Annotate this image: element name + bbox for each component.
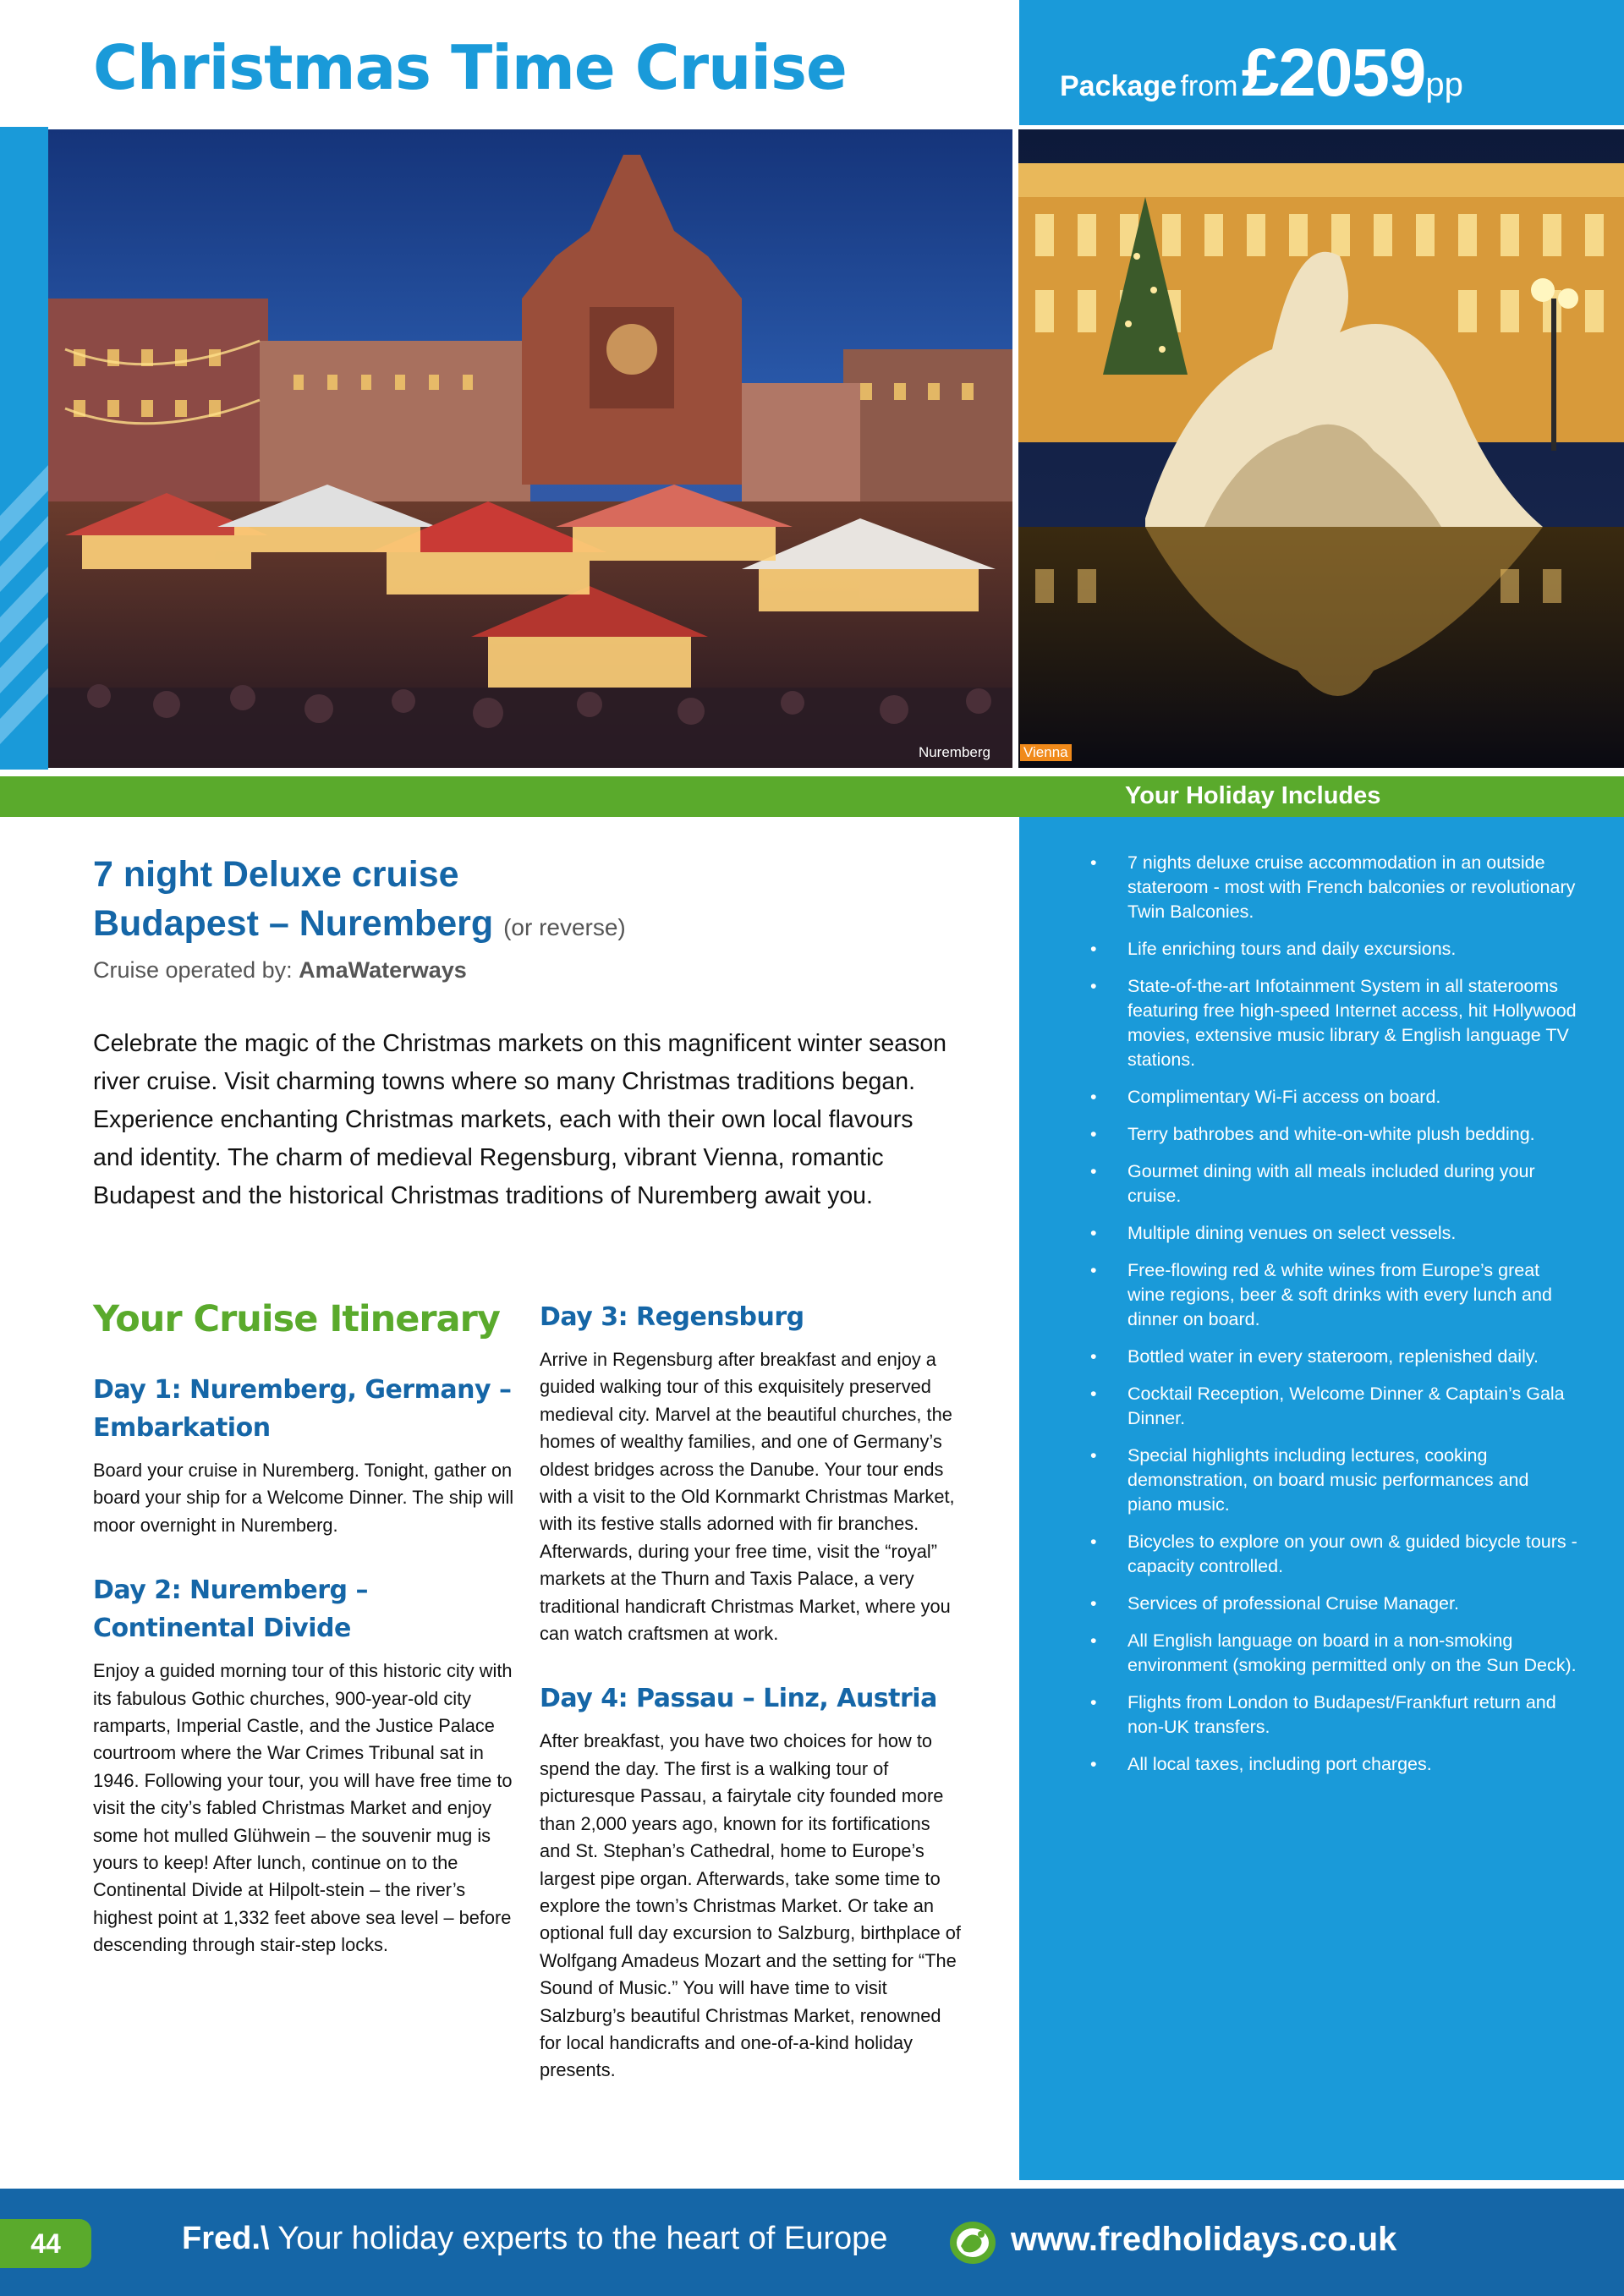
itinerary-day [93,1371,516,1539]
include-item-text: Flights from London to Budapest/Frankfurt return and non-UK transfers. [1127,1692,1556,1737]
bullet-icon: • [1090,1445,1097,1466]
operator-label: Cruise operated by: [93,957,293,983]
include-item-text: 7 nights deluxe cruise accommodation in an outside stateroom - most with French balconies or revolutionary Twin Balconies. [1127,852,1576,922]
brand-name: Fred.\ [182,2221,270,2256]
day-heading: Day 4: Passau – Linz, Austria [540,1684,937,1714]
day-heading: Day 3: Regensburg [540,1302,804,1332]
bullet-icon: • [1090,1346,1097,1367]
bullet-icon: • [1090,852,1097,873]
includes-title: Your Holiday Includes [1125,782,1381,809]
bullet-icon: • [1090,1692,1097,1712]
page-title: Christmas Time Cruise [93,32,847,103]
from-label: from [1180,70,1238,102]
bullet-icon: • [1090,1124,1097,1144]
decorative-side-strip [0,127,48,770]
bullet-icon: • [1090,1223,1097,1243]
bullet-icon: • [1090,1754,1097,1774]
route-note: (or reverse) [503,914,626,940]
itinerary-column-2 [540,1298,963,2117]
include-item-text: Bottled water in every stateroom, replenished daily. [1127,1346,1539,1367]
bullet-icon: • [1090,976,1097,996]
bullet-icon: • [1090,1593,1097,1614]
price-suffix: pp [1425,66,1463,103]
include-item-text: All English language on board in a non-smoking environment (smoking permitted only on the Sun Deck). [1127,1630,1577,1675]
itinerary-column-1 [93,1298,516,1992]
include-item [1087,1629,1577,1678]
page-footer [0,2189,1624,2296]
include-item [1087,1085,1577,1110]
itinerary-day [540,1680,963,2084]
operator-name: AmaWaterways [299,957,467,983]
include-item [1087,1530,1577,1579]
photo-caption-nuremberg: Nuremberg [918,744,990,760]
include-item-text: Bicycles to explore on your own & guided bicycle tours - capacity controlled. [1127,1532,1577,1576]
cruise-route [93,899,981,952]
day-text: Board your cruise in Nuremberg. Tonight, gather on board your ship for a Welcome Dinner. The ship will moor overnight in Nuremberg. [93,1460,514,1536]
bullet-icon: • [1090,1630,1097,1651]
include-item-text: Cocktail Reception, Welcome Dinner & Captain’s Gala Dinner. [1127,1384,1565,1428]
include-item [1087,1221,1577,1246]
route-text: Budapest – Nuremberg [93,903,494,944]
day-text: Arrive in Regensburg after breakfast and enjoy a guided walking tour of this exquisitely preserved medieval city. Marvel at the beautiful churches, the homes of wealthy families, and one of Germany’s oldest bridges across the Danube. Your tour ends with a visit to the Old Kornmarkt Christmas Market, with its festive stalls adorned with fir branches. Afterwards, during your free time, visit the “royal” markets at the Thurn and Taxis Palace, a very traditional handicraft Christmas Market, where you can watch craftsmen at work. [540,1349,955,1645]
include-item [1087,974,1577,1072]
photo-caption-vienna: Vienna [1020,744,1072,761]
vienna-fountain-photo [1018,129,1624,768]
include-item-text: Gourmet dining with all meals included during your cruise. [1127,1161,1535,1206]
day-text: Enjoy a guided morning tour of this historic city with its fabulous Gothic churches, 900-year-old city ramparts, Imperial Castle, and the Justice Palace courtroom where the War Crimes Tribunal sat in 1946. Following your tour, you will have free time to visit the city’s fabled Christmas Market and enjoy some hot mulled Glühwein – the souvenir mug is yours to keep! After lunch, continue on to the Continental Divide at Hilpolt-stein – the river’s highest point at 1,332 feet above sea level – before descending through stair-step locks. [93,1660,513,1956]
include-item-text: Special highlights including lectures, cooking demonstration, on board music performances and piano music. [1127,1445,1529,1515]
itinerary-title: Your Cruise Itinerary [93,1298,500,1340]
cruise-heading [93,850,981,984]
include-item [1087,851,1577,924]
cruise-intro: Celebrate the magic of the Christmas markets on this magnificent winter season river cruise. Visit charming towns where so many Christmas traditions began. Experience enchanting Christmas markets, each with their own local flavours and identity. The charm of medieval Regensburg, vibrant Vienna, romantic Budapest and the historical Christmas traditions of Nuremberg await you. [93,1030,947,1209]
include-item-text: Complimentary Wi-Fi access on board. [1127,1087,1441,1107]
includes-list [1087,851,1577,1789]
price-box [1019,0,1624,125]
day-text: After breakfast, you have two choices for how to spend the day. The first is a walking tour of picturesque Passau, a fairytale city founded more than 2,000 years ago, known for its fortifications and St. Stephan’s Cathedral, home to Europe’s largest pipe organ. Afterwards, take some time to explore the town’s Christmas Market. Or take an optional full day excursion to Salzburg, birthplace of Wolfgang Amadeus Mozart and the setting for “The Sound of Music.” You will have time to visit Salzburg’s beautiful Christmas Market, renowned for local handicrafts and one-of-a-kind holiday presents. [540,1730,961,2081]
bullet-icon: • [1090,1260,1097,1280]
day-heading: Day 1: Nuremberg, Germany – Embarkation [93,1375,512,1443]
includes-header-bar [0,776,1624,817]
include-item [1087,1345,1577,1369]
holiday-includes-panel [1019,817,1624,2180]
globe-logo-icon [949,2221,996,2265]
include-item [1087,1444,1577,1517]
include-item-text: Terry bathrobes and white-on-white plush bedding. [1127,1124,1535,1144]
include-item [1087,1122,1577,1147]
include-item-text: All local taxes, including port charges. [1127,1754,1432,1774]
include-item [1087,1258,1577,1332]
include-item-text: Services of professional Cruise Manager. [1127,1593,1459,1614]
include-item [1087,937,1577,962]
itinerary-day [540,1298,963,1647]
itinerary-day [93,1571,516,1959]
bullet-icon: • [1090,1087,1097,1107]
include-item [1087,1752,1577,1777]
bullet-icon: • [1090,1532,1097,1552]
footer-tagline [182,2221,887,2257]
include-item [1087,1382,1577,1431]
cruise-name: 7 night Deluxe cruise [93,854,459,895]
include-item [1087,1690,1577,1740]
page-number: 44 [0,2219,91,2268]
cruise-operator [93,957,981,984]
include-item [1087,1159,1577,1208]
package-price: £2059 [1241,35,1426,110]
include-item-text: State-of-the-art Infotainment System in all staterooms featuring free high-speed Internet access, hit Hollywood movies, extensive music library & English language TV stations. [1127,976,1577,1070]
website-link[interactable]: www.fredholidays.co.uk [1011,2221,1397,2258]
nuremberg-christmas-market-photo [48,129,1012,768]
include-item-text: Multiple dining venues on select vessels. [1127,1223,1457,1243]
day-heading: Day 2: Nuremberg – Continental Divide [93,1575,368,1644]
tagline-text: Your holiday experts to the heart of Europe [277,2221,888,2256]
bullet-icon: • [1090,1384,1097,1404]
bullet-icon: • [1090,1161,1097,1181]
include-item [1087,1592,1577,1616]
include-item-text: Free-flowing red & white wines from Europe’s great wine regions, beer & soft drinks with every lunch and dinner on board. [1127,1260,1552,1329]
bullet-icon: • [1090,939,1097,959]
include-item-text: Life enriching tours and daily excursions. [1127,939,1457,959]
package-label: Package [1060,70,1177,102]
